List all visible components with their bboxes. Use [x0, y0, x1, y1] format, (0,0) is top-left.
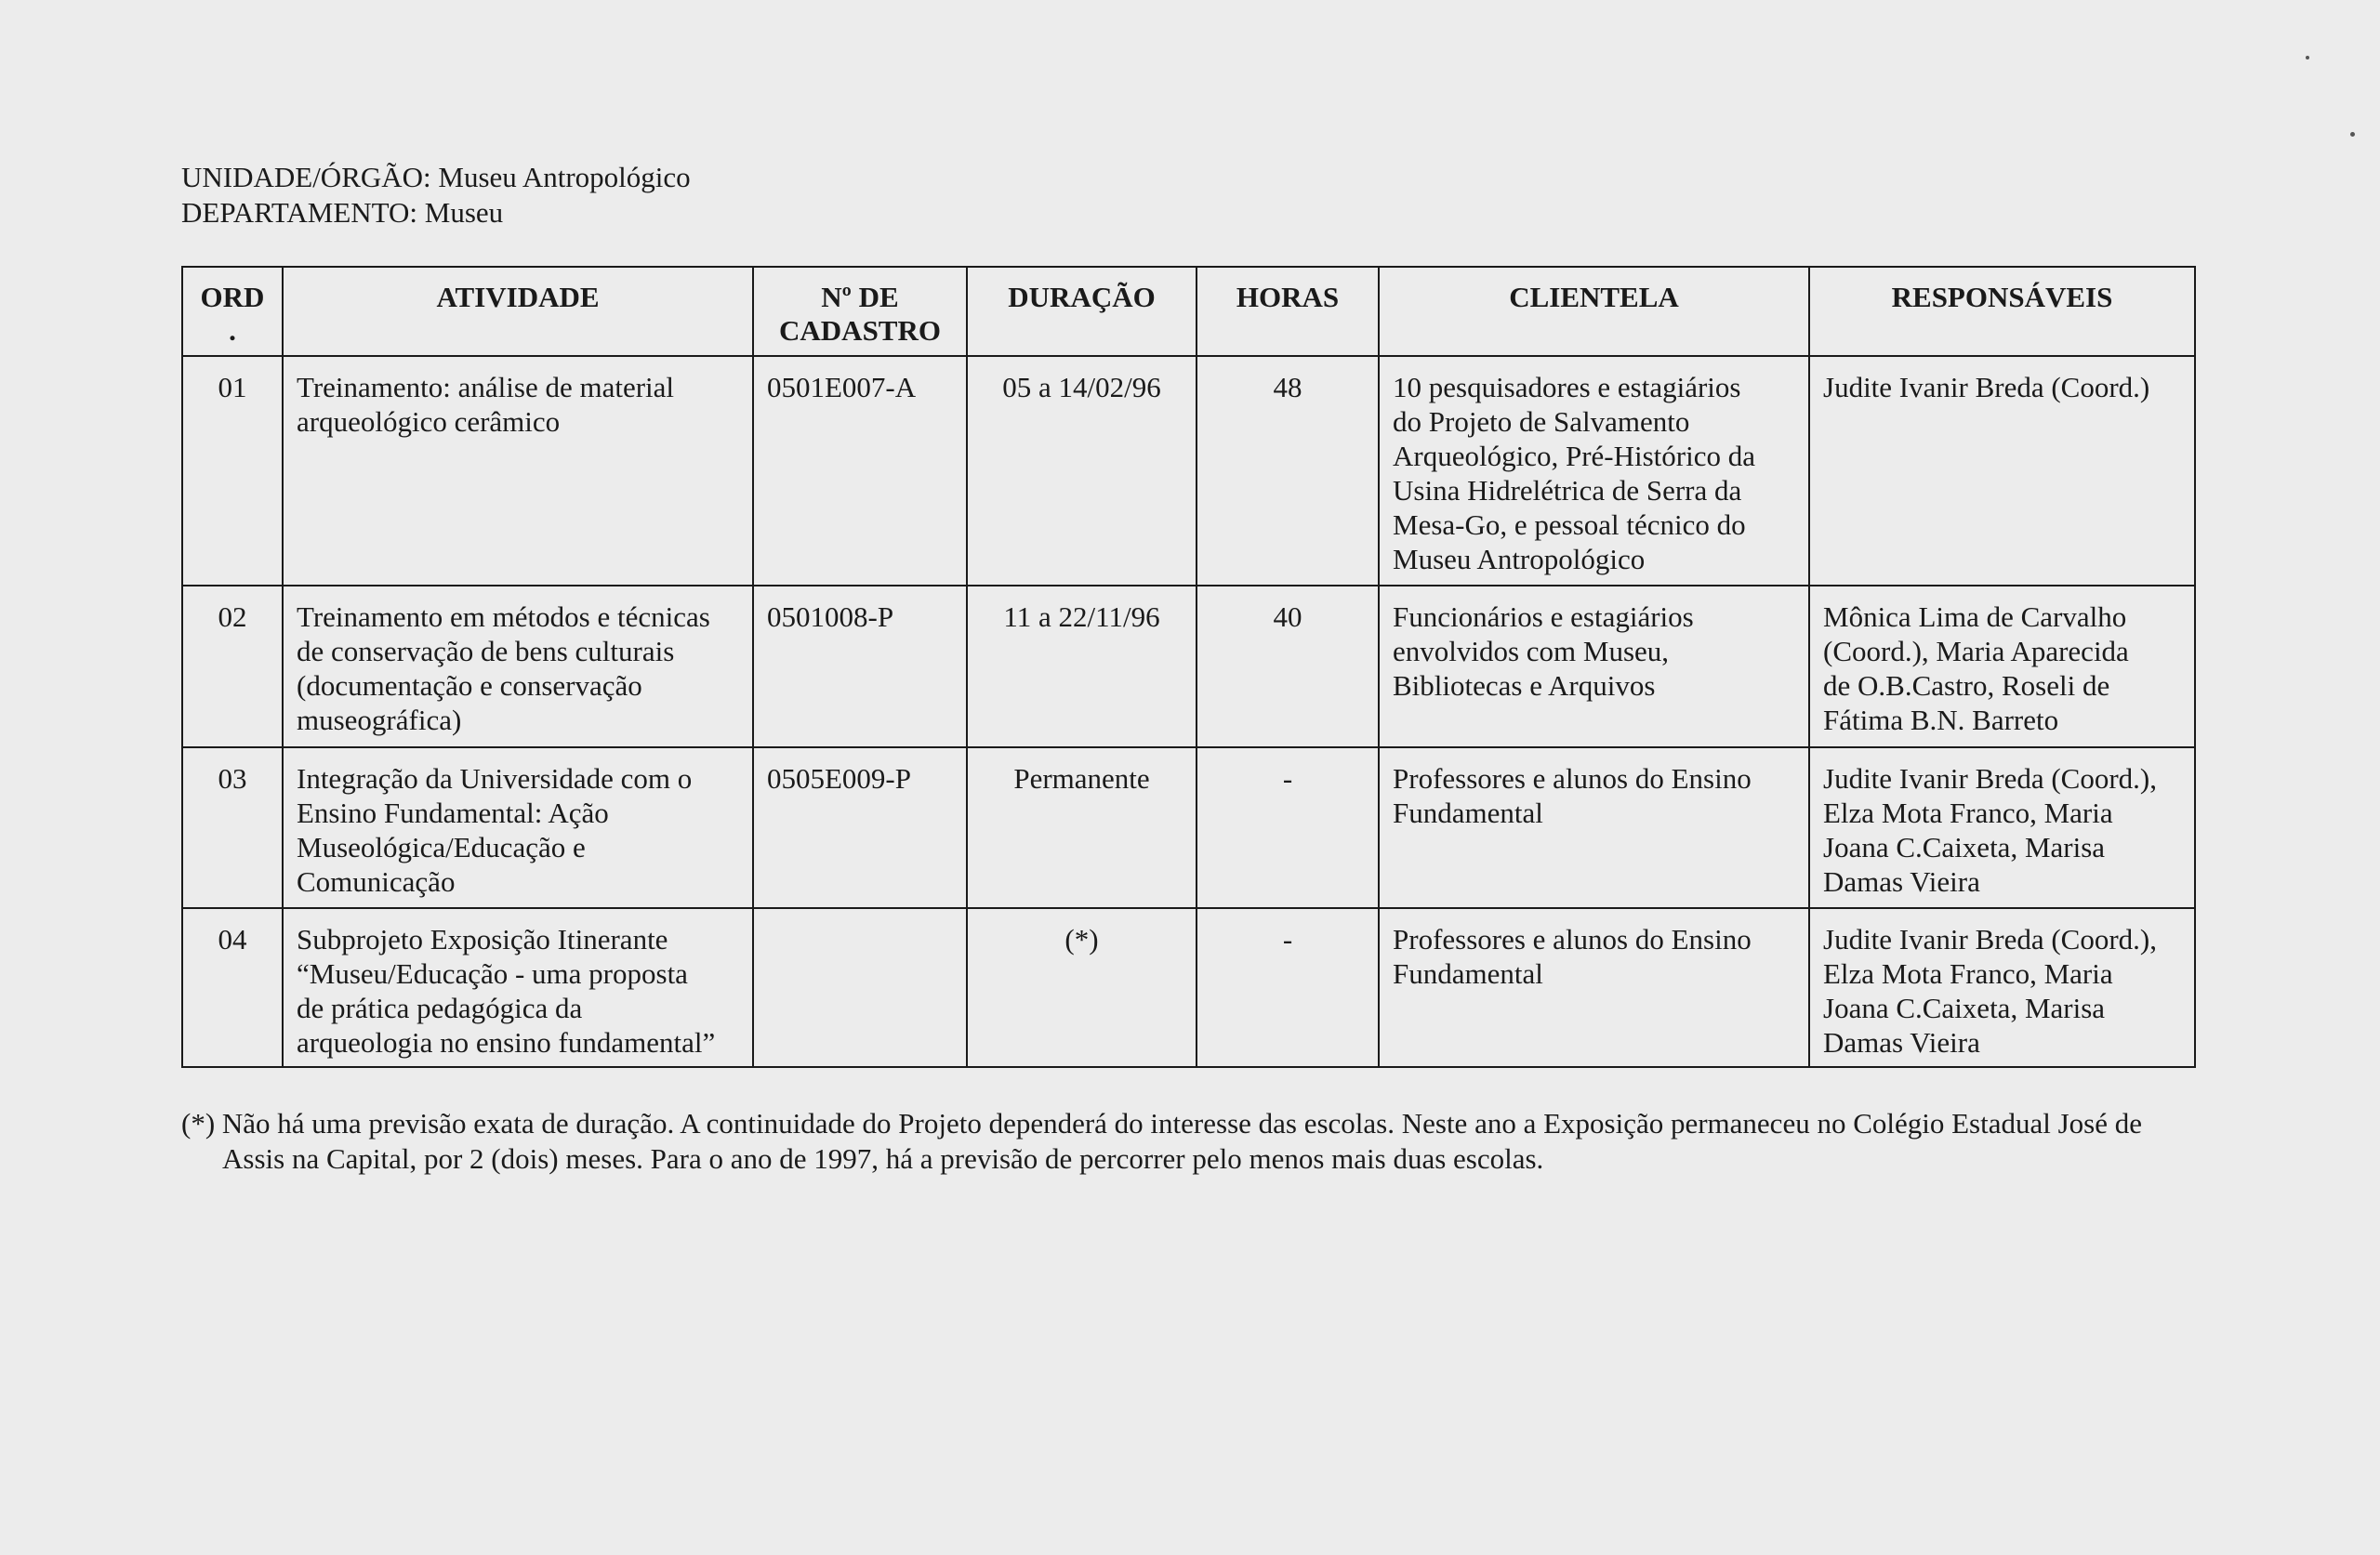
table-row: [182, 356, 2195, 586]
unidade-line: [181, 160, 691, 195]
cell-line: museográfica): [297, 704, 462, 736]
cell-line: Damas Vieira: [1823, 865, 1980, 898]
scan-speck: [2350, 132, 2355, 137]
cell-ord: 03: [182, 747, 283, 908]
cell-line: Bibliotecas e Arquivos: [1393, 669, 1656, 702]
document-header: [181, 160, 691, 231]
cell-atividade: [283, 908, 753, 1067]
cell-line: Mesa-Go, e pessoal técnico do: [1393, 508, 1746, 541]
cell-line: de O.B.Castro, Roseli de: [1823, 669, 2110, 702]
cell-line: Integração da Universidade com o: [297, 762, 693, 795]
cell-responsaveis: [1809, 586, 2195, 747]
cell-line: Mônica Lima de Carvalho: [1823, 600, 2127, 633]
cell-line: Elza Mota Franco, Maria: [1823, 957, 2113, 990]
col-header-horas: HORAS: [1197, 267, 1379, 356]
cell-line: Fátima B.N. Barreto: [1823, 704, 2059, 736]
cell-line: (Coord.), Maria Aparecida: [1823, 635, 2129, 667]
col-header-cadastro: [753, 267, 967, 356]
cell-horas: 40: [1197, 586, 1379, 747]
cell-horas: -: [1197, 747, 1379, 908]
cell-clientela: [1379, 747, 1809, 908]
cell-line: Judite Ivanir Breda (Coord.),: [1823, 762, 2157, 795]
cell-line: Professores e alunos do Ensino: [1393, 923, 1752, 955]
cell-duracao: (*): [967, 908, 1197, 1067]
cell-line: Arqueológico, Pré-Histórico da: [1393, 440, 1755, 472]
footnote: (*) Não há uma previsão exata de duração. A continuidade do Projeto dependerá do interesse das escolas. Neste ano a Exposição permaneceu no Colégio Estadual José de Assis na Capital, por 2 (dois) meses. Para o ano de 1997, há a previsão de percorrer pelo menos mais duas escolas.: [181, 1107, 2142, 1175]
departamento-value: Museu: [424, 196, 504, 229]
cell-line: (documentação e conservação: [297, 669, 642, 702]
col-header-ord-line1: ORD: [200, 281, 265, 313]
cell-horas: -: [1197, 908, 1379, 1067]
cell-line: Fundamental: [1393, 957, 1543, 990]
cell-line: envolvidos com Museu,: [1393, 635, 1670, 667]
cell-line: Damas Vieira: [1823, 1026, 1980, 1059]
cell-cadastro: [753, 908, 967, 1067]
cell-line: “Museu/Educação - uma proposta: [297, 957, 688, 990]
table-row: [182, 586, 2195, 747]
table-header-row: [182, 267, 2195, 356]
table-row: [182, 747, 2195, 908]
col-header-ord-line2: .: [229, 314, 236, 347]
cell-line: Joana C.Caixeta, Marisa: [1823, 831, 2106, 863]
departamento-label: DEPARTAMENTO:: [181, 196, 418, 229]
unidade-label: UNIDADE/ÓRGÃO:: [181, 161, 431, 193]
cell-duracao: 05 a 14/02/96: [967, 356, 1197, 586]
departamento-line: [181, 195, 691, 231]
col-header-duracao: DURAÇÃO: [967, 267, 1197, 356]
scan-speck: [2306, 56, 2309, 59]
cell-duracao: 11 a 22/11/96: [967, 586, 1197, 747]
cell-responsaveis: [1809, 908, 2195, 1067]
cell-line: do Projeto de Salvamento: [1393, 405, 1690, 438]
col-header-cadastro-line1: Nº DE: [821, 281, 899, 313]
col-header-responsaveis: RESPONSÁVEIS: [1809, 267, 2195, 356]
cell-line: Professores e alunos do Ensino: [1393, 762, 1752, 795]
cell-line: Treinamento em métodos e técnicas: [297, 600, 710, 633]
cell-line: Joana C.Caixeta, Marisa: [1823, 992, 2106, 1024]
cell-line: Ensino Fundamental: Ação: [297, 797, 609, 829]
cell-line: arqueologia no ensino fundamental”: [297, 1026, 716, 1059]
unidade-value: Museu Antropológico: [438, 161, 691, 193]
cell-line: Comunicação: [297, 865, 456, 898]
cell-horas: 48: [1197, 356, 1379, 586]
cell-ord: 04: [182, 908, 283, 1067]
col-header-clientela: CLIENTELA: [1379, 267, 1809, 356]
cell-ord: 02: [182, 586, 283, 747]
cell-line: Usina Hidrelétrica de Serra da: [1393, 474, 1742, 507]
col-header-cadastro-line2: CADASTRO: [779, 314, 941, 347]
cell-duracao: Permanente: [967, 747, 1197, 908]
activities-table: [181, 266, 2196, 1068]
cell-line: 10 pesquisadores e estagiários: [1393, 371, 1741, 403]
cell-line: Museológica/Educação e: [297, 831, 586, 863]
cell-atividade: [283, 356, 753, 586]
cell-line: Treinamento: análise de material: [297, 371, 675, 403]
cell-line: Elza Mota Franco, Maria: [1823, 797, 2113, 829]
cell-responsaveis: [1809, 356, 2195, 586]
cell-line: Museu Antropológico: [1393, 543, 1646, 575]
cell-line: arqueológico cerâmico: [297, 405, 561, 438]
cell-line: Judite Ivanir Breda (Coord.): [1823, 371, 2150, 403]
cell-cadastro: 0505E009-P: [753, 747, 967, 908]
cell-cadastro: 0501008-P: [753, 586, 967, 747]
cell-line: de prática pedagógica da: [297, 992, 583, 1024]
col-header-atividade: ATIVIDADE: [283, 267, 753, 356]
cell-ord: 01: [182, 356, 283, 586]
cell-atividade: [283, 747, 753, 908]
cell-line: Fundamental: [1393, 797, 1543, 829]
cell-line: Funcionários e estagiários: [1393, 600, 1694, 633]
cell-cadastro: 0501E007-A: [753, 356, 967, 586]
table-row: [182, 908, 2195, 1067]
cell-line: Judite Ivanir Breda (Coord.),: [1823, 923, 2157, 955]
cell-clientela: [1379, 356, 1809, 586]
cell-atividade: [283, 586, 753, 747]
cell-line: Subprojeto Exposição Itinerante: [297, 923, 668, 955]
cell-clientela: [1379, 908, 1809, 1067]
cell-line: de conservação de bens culturais: [297, 635, 675, 667]
cell-responsaveis: [1809, 747, 2195, 908]
cell-clientela: [1379, 586, 1809, 747]
col-header-ord: [182, 267, 283, 356]
